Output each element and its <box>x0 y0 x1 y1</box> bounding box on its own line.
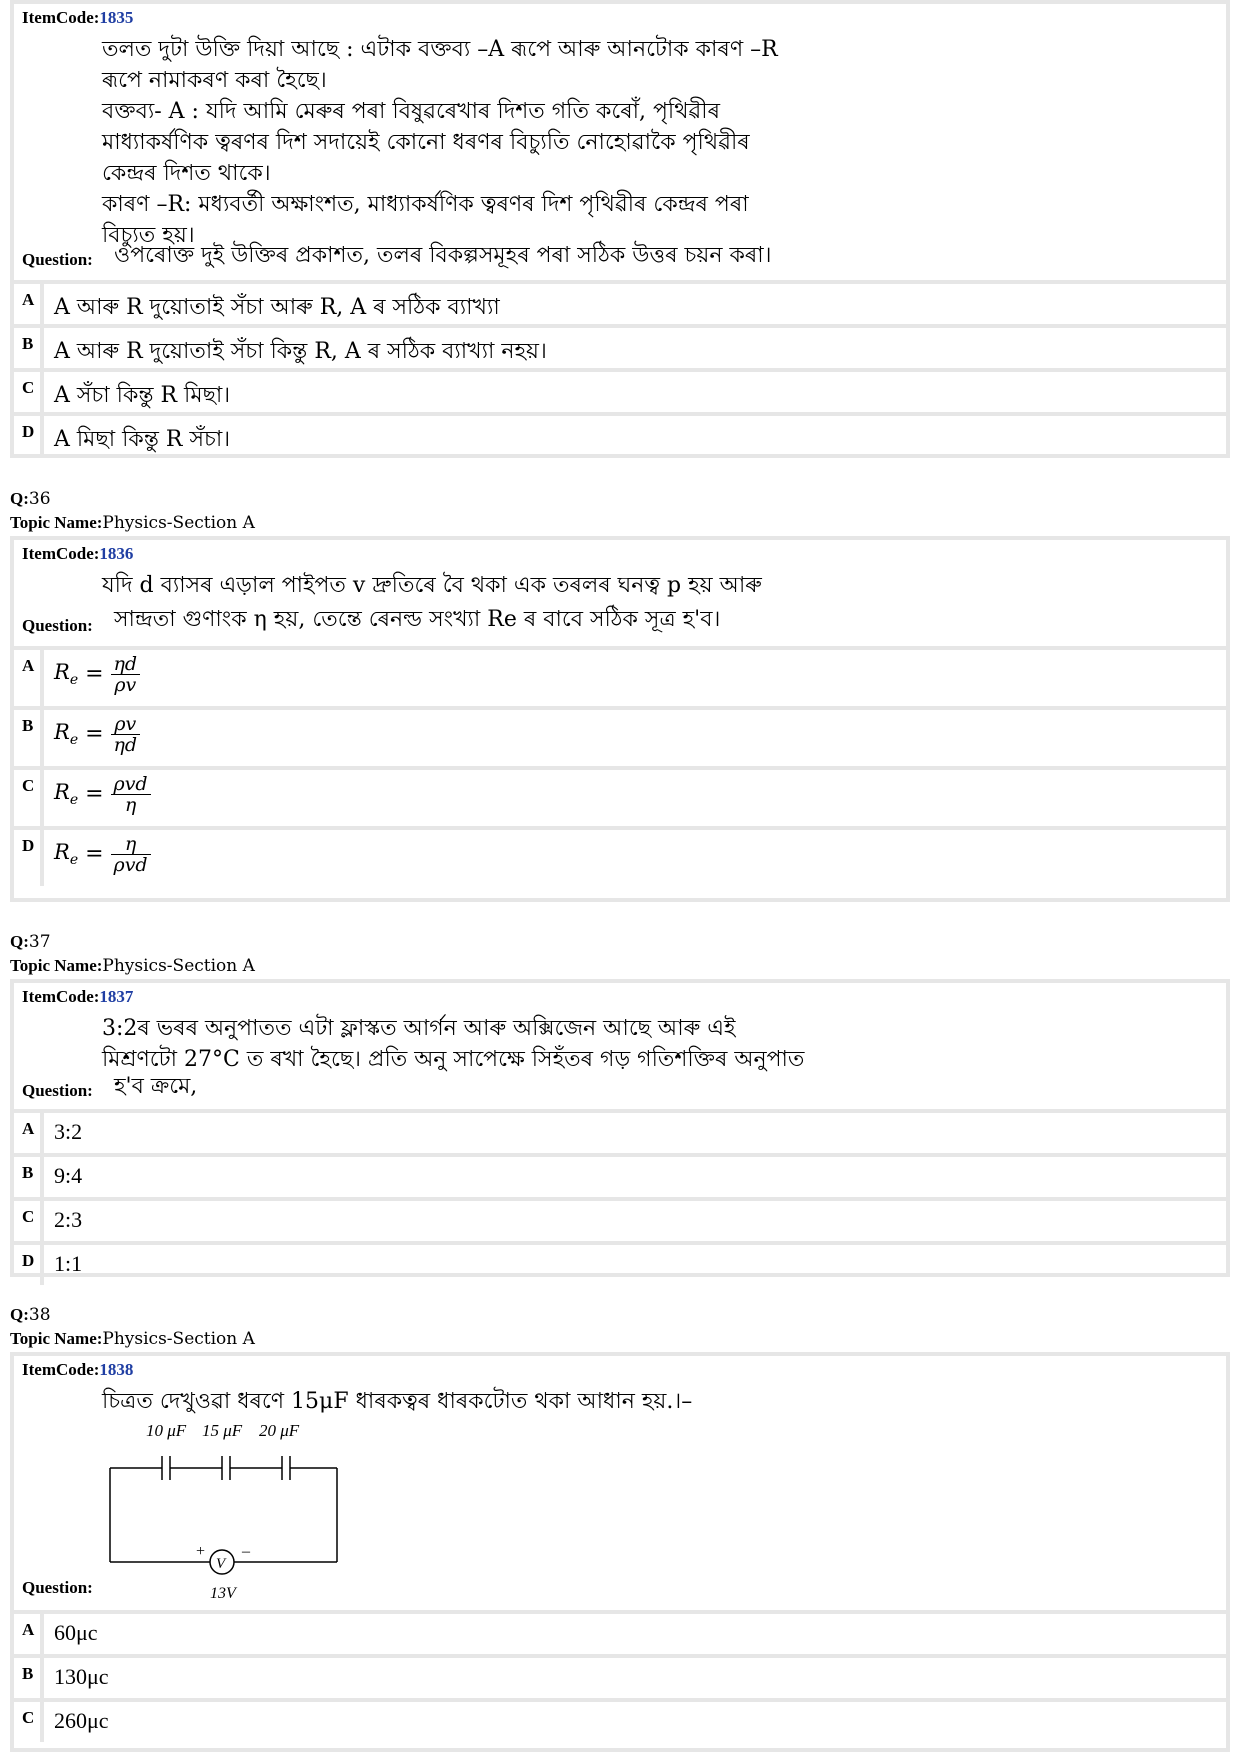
option-a[interactable]: A 60μc <box>14 1614 1226 1658</box>
item-code: ItemCode:1837 <box>22 987 134 1006</box>
question-body <box>14 1356 1226 1614</box>
reynolds-symbol: $R_e$ <box>54 660 79 689</box>
option-b[interactable]: B $R_e$ = $\frac{\rho v}{\eta d}$ <box>14 710 1226 770</box>
option-d[interactable]: D 1:1 <box>14 1245 1226 1285</box>
item-code: ItemCode:1838 <box>22 1360 134 1379</box>
question-body <box>14 540 1226 650</box>
item-code: ItemCode:1836 <box>22 544 134 563</box>
question-label: Question: <box>22 616 93 635</box>
option-a[interactable]: A 3:2 <box>14 1113 1226 1157</box>
option-a[interactable]: A $R_e$ = $\frac{\eta d}{\rho v}$ <box>14 650 1226 710</box>
option-b[interactable]: B A আৰু R দুয়োতাই সঁচা কিন্তু R, A ৰ সঠিক ব্যাখ্যা নহয়। <box>14 328 1226 372</box>
question-body <box>14 4 1226 284</box>
topic-name: Topic Name:Physics-Section A <box>10 1329 255 1349</box>
item-code: ItemCode:1835 <box>22 8 134 27</box>
question-statement: চিত্ৰত দেখুওৱা ধৰণে 15μF ধাৰকত্বৰ ধাৰকটোত থকা আধান হয়.।– <box>102 1389 693 1414</box>
question-text: হ'ব ক্ৰমে, <box>114 1074 198 1099</box>
question-body <box>14 983 1226 1113</box>
statement-line: বক্তব্য- A : যদি আমি মেৰুৰ পৰা বিষুৱৰেখাৰ দিশত গতি কৰোঁ, পৃথিৱীৰ <box>102 99 720 124</box>
plus-sign: + <box>196 1543 206 1560</box>
reynolds-symbol: $R_e$ <box>54 840 79 869</box>
statement-line: মাধ্যাকৰ্ষণিক ত্বৰণৰ দিশ সদায়েই কোনো ধৰণৰ বিচ্যুতি নোহোৱাকৈ পৃথিৱীৰ <box>102 130 750 155</box>
question-statement <box>102 1013 1002 1075</box>
option-c[interactable]: C A সঁচা কিন্তু R মিছা। <box>14 372 1226 416</box>
statement-line: কাৰণ –R: মধ্যবৰ্তী অক্ষাংশত, মাধ্যাকৰ্ষণিক ত্বৰণৰ দিশ পৃথিৱীৰ কেন্দ্ৰৰ পৰা <box>102 192 749 217</box>
question-card-1837 <box>10 979 1230 1277</box>
meter-label: V <box>216 1556 226 1572</box>
question-card-1835 <box>10 0 1230 458</box>
option-b[interactable]: B 9:4 <box>14 1157 1226 1201</box>
option-b[interactable]: B 130μc <box>14 1658 1226 1702</box>
topic-name: Topic Name:Physics-Section A <box>10 956 255 976</box>
statement-line: কেন্দ্ৰৰ দিশত থাকে। <box>102 161 271 186</box>
statement-line: বিচ্যুত হয়। <box>102 223 195 248</box>
option-d[interactable]: D A মিছা কিন্তু R সঁচা। <box>14 416 1226 456</box>
cap2-label: 15 μF <box>202 1421 243 1440</box>
question-number: Q:36 <box>10 489 51 509</box>
question-number: Q:38 <box>10 1305 51 1325</box>
question-text: ওপৰোক্ত দুই উক্তিৰ প্ৰকাশত, তলৰ বিকল্পসমূহৰ পৰা সঠিক উত্তৰ চয়ন কৰা। <box>114 243 772 268</box>
option-d[interactable]: D $R_e$ = $\frac{\eta}{\text{ρvd}}$ <box>14 830 1226 886</box>
question-number: Q:37 <box>10 932 51 952</box>
topic-name: Topic Name:Physics-Section A <box>10 513 255 533</box>
capacitor-circuit-diagram <box>104 1418 404 1608</box>
question-text: সান্দ্ৰতা গুণাংক η হয়, তেন্তে ৰেনল্ড সংখ্যা Re ৰ বাবে সঠিক সূত্ৰ হ'ব। <box>114 607 721 632</box>
question-card-1838 <box>10 1352 1230 1752</box>
cap1-label: 10 μF <box>146 1421 187 1440</box>
option-a[interactable]: A A আৰু R দুয়োতাই সঁচা আৰু R, A ৰ সঠিক ব্যাখ্যা <box>14 284 1226 328</box>
reynolds-symbol: $R_e$ <box>54 720 79 749</box>
statement-line: মিশ্ৰণটো 27°C ত ৰখা হৈছে। প্ৰতি অনু সাপেক্ষে সিহঁতৰ গড় গতিশক্তিৰ অনুপাত <box>102 1047 805 1072</box>
statement-line: তলত দুটা উক্তি দিয়া আছে : এটাক বক্তব্য –A ৰূপে আৰু আনটোক কাৰণ –R <box>102 37 778 62</box>
question-label: Question: <box>22 250 93 269</box>
option-c[interactable]: C 2:3 <box>14 1201 1226 1245</box>
question-label: Question: <box>22 1081 93 1100</box>
cap3-label: 20 μF <box>259 1421 300 1440</box>
minus-sign: – <box>242 1543 250 1560</box>
question-label: Question: <box>22 1578 93 1597</box>
question-statement: যদি d ব্যাসৰ এড়াল পাইপত v দ্ৰুতিৰে বৈ থকা এক তৰলৰ ঘনত্ব p হয় আৰু <box>102 573 762 598</box>
option-c[interactable]: C 260μc <box>14 1702 1226 1742</box>
reynolds-symbol: $R_e$ <box>54 780 79 809</box>
voltage-label: 13V <box>210 1585 236 1602</box>
question-statement <box>102 34 862 251</box>
option-c[interactable]: C $R_e$ = $\frac{\text{ρvd}}{\eta}$ <box>14 770 1226 830</box>
question-card-1836 <box>10 536 1230 902</box>
statement-line: ৰূপে নামাকৰণ কৰা হৈছে। <box>102 68 327 93</box>
statement-line: 3:2ৰ ভৰৰ অনুপাতত এটা ফ্লাস্কত আৰ্গন আৰু অক্সিজেন আছে আৰু এই <box>102 1016 736 1041</box>
